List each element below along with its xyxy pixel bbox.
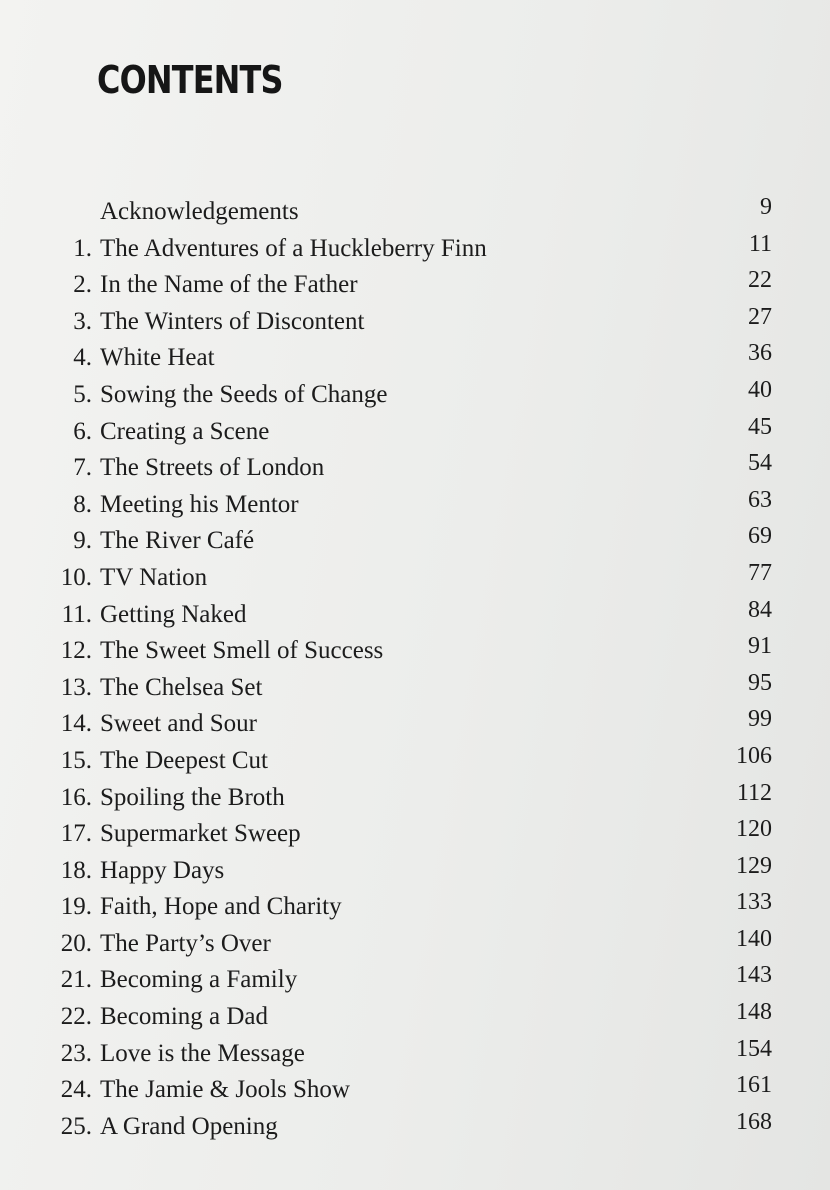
page-number: 11	[748, 230, 772, 257]
page-number: 45	[748, 413, 772, 440]
page-number: 112	[736, 779, 772, 806]
page-number: 95	[748, 669, 772, 696]
chapter-number: 16.	[60, 783, 92, 811]
chapter-title: The Chelsea Set	[100, 673, 263, 701]
chapter-title: The Streets of London	[100, 454, 325, 482]
chapter-title: The Winters of Discontent	[100, 307, 365, 335]
chapter-title: White Heat	[100, 344, 215, 372]
chapter-number: 25.	[60, 1112, 92, 1140]
chapter-number: 20.	[60, 929, 92, 957]
chapter-number: 1.	[73, 234, 92, 262]
page-number: 84	[748, 596, 772, 623]
chapter-title: Acknowledgements	[100, 198, 299, 225]
chapter-title: The Sweet Smell of Success	[100, 637, 384, 665]
toc-entry	[0, 231, 830, 268]
chapter-title: Creating a Scene	[100, 417, 270, 445]
toc-entry	[0, 267, 830, 304]
table-of-contents	[0, 194, 830, 1145]
toc-entry	[0, 1072, 830, 1109]
page-number: 69	[748, 523, 772, 550]
chapter-number: 13.	[60, 673, 92, 701]
page-number: 148	[736, 999, 772, 1026]
toc-entry	[0, 853, 830, 890]
chapter-number: 5.	[73, 380, 92, 408]
chapter-title: Sweet and Sour	[100, 710, 257, 738]
page-number: 91	[748, 633, 772, 660]
chapter-title: The Jamie & Jools Show	[100, 1076, 350, 1104]
chapter-number: 4.	[73, 344, 92, 372]
contents-heading: CONTENTS	[97, 58, 283, 102]
chapter-title: The Party’s Over	[100, 929, 271, 957]
toc-entry	[0, 670, 830, 707]
toc-entry	[0, 304, 830, 341]
chapter-number: 24.	[60, 1076, 92, 1104]
chapter-number: 6.	[73, 417, 92, 445]
toc-entry	[0, 450, 830, 487]
chapter-title: In the Name of the Father	[100, 271, 358, 299]
toc-entry	[0, 999, 830, 1036]
toc-entry	[0, 194, 830, 231]
chapter-number: 23.	[60, 1039, 92, 1067]
toc-entry	[0, 340, 830, 377]
chapter-title: Becoming a Family	[100, 966, 298, 994]
page-number: 129	[736, 852, 772, 879]
chapter-title: Happy Days	[100, 856, 225, 884]
chapter-title: Love is the Message	[100, 1039, 305, 1067]
chapter-title: The River Café	[100, 527, 255, 555]
page-number: 9	[760, 194, 772, 220]
chapter-number: 10.	[60, 563, 92, 591]
chapter-title: Meeting his Mentor	[100, 490, 299, 518]
toc-entry	[0, 560, 830, 597]
chapter-number: 2.	[73, 271, 92, 299]
chapter-number: 14.	[60, 710, 92, 738]
chapter-number: 21.	[60, 966, 92, 994]
page-number: 143	[736, 962, 772, 989]
page-number: 99	[748, 706, 772, 733]
chapter-title: TV Nation	[100, 563, 208, 591]
page-number: 168	[736, 1108, 772, 1135]
page-number: 27	[748, 303, 772, 330]
page-number: 36	[748, 340, 772, 367]
chapter-number: 19.	[60, 893, 92, 921]
chapter-title: Becoming a Dad	[100, 1003, 269, 1031]
toc-entry	[0, 487, 830, 524]
toc-entry	[0, 743, 830, 780]
chapter-title: Faith, Hope and Charity	[100, 893, 342, 921]
page-number: 40	[748, 376, 772, 403]
chapter-title: The Adventures of a Huckleberry Finn	[100, 234, 487, 262]
page-number: 161	[736, 1072, 772, 1099]
page-number: 54	[748, 450, 772, 477]
chapter-number: 15.	[60, 746, 92, 774]
toc-entry	[0, 962, 830, 999]
toc-entry	[0, 633, 830, 670]
chapter-number: 11.	[61, 600, 92, 628]
toc-entry	[0, 816, 830, 853]
chapter-number: 8.	[73, 490, 92, 518]
chapter-number: 7.	[73, 454, 92, 482]
chapter-number: 3.	[73, 307, 92, 335]
page-number: 22	[748, 267, 772, 294]
toc-entry	[0, 1109, 830, 1146]
toc-entry	[0, 377, 830, 414]
page-number: 140	[736, 925, 772, 952]
page-number: 63	[748, 486, 772, 513]
chapter-title: Sowing the Seeds of Change	[100, 380, 388, 408]
chapter-number: 22.	[60, 1003, 92, 1031]
toc-entry	[0, 780, 830, 817]
page-number: 106	[736, 742, 772, 769]
chapter-number: 17.	[60, 820, 92, 848]
toc-entry	[0, 706, 830, 743]
page-number: 77	[748, 559, 772, 586]
chapter-number: 18.	[60, 856, 92, 884]
page-number: 120	[736, 816, 772, 843]
chapter-title: Supermarket Sweep	[100, 820, 301, 848]
chapter-number: 9.	[73, 527, 92, 555]
chapter-title: Getting Naked	[100, 600, 247, 628]
chapter-number: 12.	[60, 637, 92, 665]
toc-entry	[0, 926, 830, 963]
chapter-title: The Deepest Cut	[100, 746, 269, 774]
page-number: 154	[736, 1035, 772, 1062]
toc-entry	[0, 889, 830, 926]
chapter-title: Spoiling the Broth	[100, 783, 285, 811]
toc-entry	[0, 597, 830, 634]
page-number: 133	[736, 889, 772, 916]
toc-entry	[0, 523, 830, 560]
toc-entry	[0, 1036, 830, 1073]
toc-entry	[0, 414, 830, 451]
chapter-title: A Grand Opening	[100, 1112, 278, 1140]
